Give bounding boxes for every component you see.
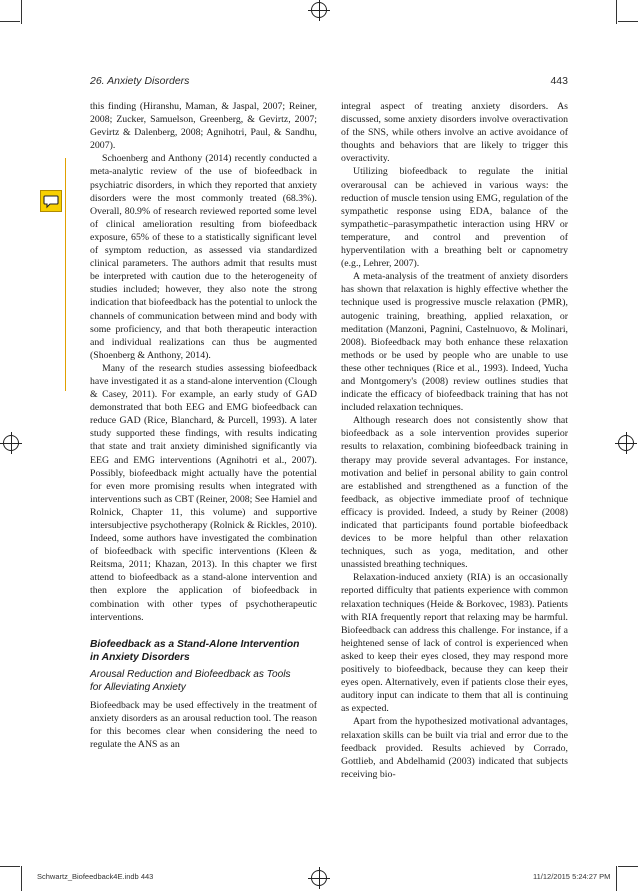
crop-mark [0,866,20,867]
paragraph: integral aspect of treating anxiety disorders. As discussed, some anxiety disorders involve overactivation of the SNS, while others involve an active avoidance of thoughts and behaviors that are likely to trigger this overactivity. [341,101,568,165]
crop-mark [618,866,638,867]
registration-mark-icon [618,435,634,451]
crop-mark [616,866,617,891]
footer-timestamp: 11/12/2015 5:24:27 PM [533,872,611,881]
subsection-heading-line: Arousal Reduction and Biofeedback as Tools [90,669,291,681]
section-heading-line: Biofeedback as a Stand-Alone Intervention [90,638,300,650]
section-heading [90,638,317,664]
paragraph: A meta-analysis of the treatment of anxiety disorders has shown that relaxation is highly effective whether the technique used is progressive muscle relaxation (PMR), autogenic training, breathing, applied relaxation, or meditation (Manzoni, Pagnini, Castelnuovo, & Molinari, 2008). Biofeedback may both enhance these relaxation methods or be used by people who are unable to use these other techniques (Rice et al., 1993). Indeed, Yucha and Montgomery's (2008) review outlines studies that indicate the efficacy of biofeedback training that has not included relaxation techniques. [341,271,568,414]
paragraph: Many of the research studies assessing biofeedback have investigated it as a stand-alone intervention (Clough & Casey, 2011). For example, an early study of GAD demonstrated that both EEG and EMG biofeedback can reduce GAD (Rice, Blanchard, & Purcell, 1993). A later study supported these findings, with results indicating that state and trait anxiety diminished significantly via EEG and EMG interventions (Agnihotri et al., 2007). Possibly, biofeedback might actually have the potential for even more promising results when integrated with interventions such as CBT (Reiner, 2008; See Hamiel and Rolnick, Chapter 11, this volume) and supportive intersubjective psychotherapy (Rolnick & Rickles, 2010). Indeed, some authors have investigated the combination of biofeedback with specific interventions (Kleen & Reitsma, 2011; Khazan, 2013). In this chapter we first attend to biofeedback as a stand-alone intervention and then explore the application of biofeedback in combination with other types of psychotherapeutic interventions. [90,362,317,623]
page-number: 443 [550,75,568,87]
crop-mark [616,0,617,24]
running-head [90,75,568,91]
chapter-title: 26. Anxiety Disorders [90,75,190,87]
paragraph: Relaxation-induced anxiety (RIA) is an occasionally reported difficulty that patients experience with common relaxation techniques (Heide & Borkovec, 1983). Patients with RIA frequently report that relaxing may be harmful. Biofeedback can address this challenge. For instance, if a heightened sense of lack of control is experienced when asked to keep their eyes closed, they may respond more positively to biofeedback, because they can keep their eyes open. Alternatively, even if patients close their eyes, auditory input can indicate to them that all is continuing as expected. [341,572,568,715]
paragraph: Apart from the hypothesized motivational advantages, relaxation skills can be built via trial and error due to the feedback provided. Results achieved by Corrado, Gottlieb, and Abdelhamid (2003) indicated that subjects receiving bio- [341,716,568,780]
subsection-heading-line: for Alleviating Anxiety [90,682,186,694]
comment-highlight-bar [65,158,66,391]
crop-mark [21,0,22,24]
left-column [90,100,317,751]
registration-mark-icon [311,870,327,886]
crop-mark [618,21,638,22]
comment-icon[interactable] [40,190,62,212]
crop-mark [0,21,20,22]
footer-file-slug: Schwartz_Biofeedback4E.indb 443 [37,872,154,881]
paragraph: Although research does not consistently show that biofeedback as a sole intervention provides superior results to relaxation, combining biofeedback training in therapy may provide several advantages. For instance, motivation and belief in personal ability to gain control are established and strengthened as a function of the feedback, as objective immediate proof of technique efficacy is provided. Indeed, a study by Reiner (2008) indicated that participants found portable biofeedback devices to be more helpful than other relaxation techniques, such as yoga, meditation, and other unassisted breathing techniques. [341,415,568,571]
right-column [341,100,568,781]
registration-mark-icon [311,2,327,18]
registration-mark-icon [3,435,19,451]
crop-mark [21,866,22,891]
paragraph: Utilizing biofeedback to regulate the initial overarousal can be achieved in various ways: the reduction of muscle tension using EMG, regulation of the sympathetic response using EDA, balance of the sympathetic–parasympathetic interaction using HRV or temperature, and control and prevention of hyperventilation with a breathing belt or capnometry (e.g., Lehrer, 2007). [341,166,568,270]
paragraph: this finding (Hiranshu, Maman, & Jaspal, 2007; Reiner, 2008; Zucker, Samuelson, Greenberg, & Gevirtz, 2007; Gevirtz & Dalenberg, 2008; Agnihotri, Paul, & Sandhu, 2007). [90,101,317,152]
paragraph: Biofeedback may be used effectively in the treatment of anxiety disorders as an arousal reduction tool. The reason for this becomes clear when considering the need to regulate the ANS as an [90,699,317,750]
section-heading-line: in Anxiety Disorders [90,651,190,663]
subsection-heading [90,668,317,694]
paragraph: Schoenberg and Anthony (2014) recently conducted a meta-analytic review of the use of biofeedback in psychiatric disorders, in which they reported that anxiety disorders were the most commonly treated (68.3%). Overall, 80.9% of research reviewed reported some level of clinical amelioration resulting from biofeedback exposure, 65% of these to a statistically significant level of symptom reduction, as assessed via standardized clinical parameters. The authors admit that results must be interpreted with caution due to the heterogeneity of studies included; however, they also note the strong indication that biofeedback has the potential to unlock the channels of communication between mind and body with some proficiency, and that both therapeutic interaction and individual realizations can thus be augmented (Shoenberg & Anthony, 2014). [90,153,317,361]
